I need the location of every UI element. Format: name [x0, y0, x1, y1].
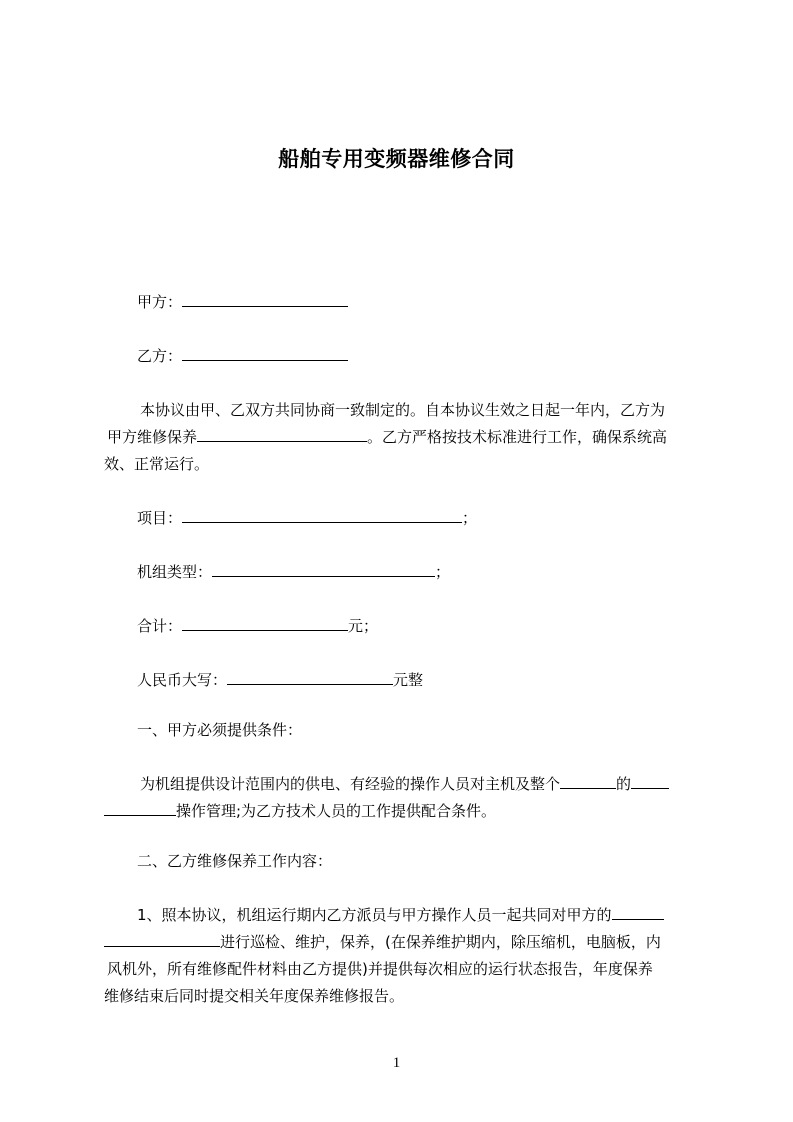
- section-1-line-2: [104, 800, 496, 822]
- total-blank[interactable]: [182, 615, 348, 631]
- maintenance-object-blank[interactable]: [197, 426, 367, 442]
- intro-line-1: 本协议由甲、乙双方共同协商一致制定的。自本协议生效之日起一年内，乙方为: [140, 401, 666, 419]
- unit-type-suffix: ；: [435, 563, 451, 581]
- section-2-item-1-line-4: 维修结束后同时提交相关年度保养维修报告。: [104, 987, 405, 1005]
- unit-type-blank[interactable]: [212, 561, 435, 577]
- document-title: 船舶专用变频器维修合同: [278, 147, 515, 171]
- project-suffix: ；: [462, 509, 478, 527]
- party-a-label: 甲方：: [137, 293, 183, 311]
- unit-type-line: [137, 561, 450, 583]
- rmb-blank[interactable]: [227, 669, 393, 685]
- section-2-item-1-line-3: 风机外，所有维修配件材料由乙方提供)并提供每次相应的运行状态报告，年度保养: [107, 960, 653, 978]
- total-line: [137, 615, 378, 637]
- section-1-line-1-mid: 的: [616, 775, 632, 793]
- section-2-item-1-line-1-prefix: 1、照本协议，机组运行期内乙方派员与甲方操作人员一起共同对甲方的: [137, 906, 612, 924]
- rmb-line: [137, 669, 423, 691]
- equipment-blank[interactable]: [560, 773, 616, 789]
- section-2-item-1-line-2-suffix: 进行巡检、维护，保养，(在保养维护期内，除压缩机，电脑板，内: [220, 933, 661, 951]
- inspection-object-blank-a[interactable]: [612, 904, 664, 920]
- section-2-item-1-line-1: [137, 904, 664, 926]
- section-1-line-2-suffix: 操作管理;为乙方技术人员的工作提供配合条件。: [176, 802, 497, 820]
- intro-line-2-prefix: 甲方维修保养: [107, 428, 198, 446]
- section-2-heading: 二、乙方维修保养工作内容：: [137, 852, 333, 870]
- party-b-label: 乙方：: [137, 347, 183, 365]
- total-suffix: 元；: [348, 617, 379, 635]
- party-a-blank[interactable]: [182, 291, 348, 307]
- party-b-blank[interactable]: [182, 345, 348, 361]
- party-b-line: [137, 345, 348, 367]
- project-blank[interactable]: [182, 507, 462, 523]
- intro-line-3: 效、正常运行。: [104, 455, 210, 473]
- project-line: [137, 507, 477, 529]
- section-1-line-1: [140, 773, 669, 795]
- total-label: 合计：: [137, 617, 183, 635]
- intro-line-2: [107, 426, 667, 448]
- project-label: 项目：: [137, 509, 183, 527]
- section-1-heading: 一、甲方必须提供条件：: [137, 721, 303, 739]
- page-number: 1: [392, 1055, 401, 1071]
- party-a-line: [137, 291, 348, 313]
- intro-line-2-suffix: 。乙方严格按技术标准进行工作，确保系统高: [367, 428, 668, 446]
- section-2-item-1-line-2: [104, 931, 661, 953]
- section-1-line-1-prefix: 为机组提供设计范围内的供电、有经验的操作人员对主机及整个: [140, 775, 561, 793]
- system-blank-a[interactable]: [631, 773, 669, 789]
- rmb-suffix: 元整: [393, 671, 424, 689]
- rmb-label: 人民币大写：: [137, 671, 228, 689]
- system-blank-b[interactable]: [104, 800, 176, 816]
- inspection-object-blank-b[interactable]: [104, 931, 220, 947]
- unit-type-label: 机组类型：: [137, 563, 213, 581]
